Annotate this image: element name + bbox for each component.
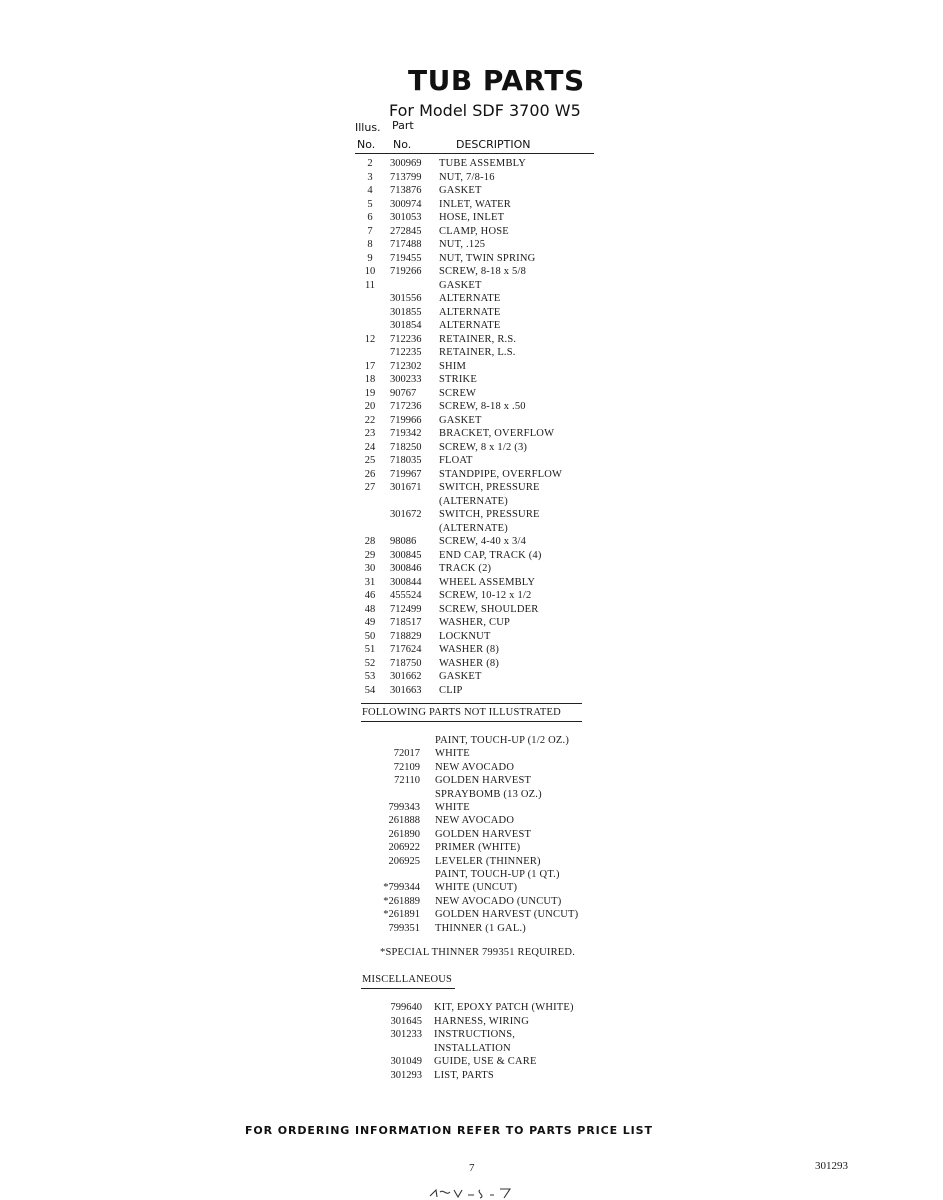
part-number: 98086 (390, 536, 417, 547)
part-number: 712236 (390, 333, 422, 345)
part-number: 718517 (390, 617, 422, 628)
part-description: GUIDE, USE & CARE (434, 1056, 537, 1067)
list-item (0, 1028, 943, 1042)
part-number: 718829 (390, 630, 422, 642)
illus-number: 18 (364, 374, 376, 385)
part-description: WHITE (UNCUT) (435, 882, 518, 894)
table-row (0, 157, 943, 171)
table-row (0, 508, 943, 522)
table-row (0, 468, 943, 482)
part-description: TRACK (2) (439, 563, 492, 574)
part-number: 455524 (390, 590, 422, 601)
part-number: 718250 (390, 441, 422, 453)
part-description: INSTRUCTIONS, (434, 1029, 516, 1040)
part-number: 301663 (390, 684, 422, 696)
list-item (0, 774, 943, 788)
special-note: *SPECIAL THINNER 799351 REQUIRED. (380, 947, 576, 958)
part-description: INLET, WATER (439, 198, 511, 210)
part-number: 717488 (390, 239, 422, 250)
illus-number: 48 (364, 603, 376, 615)
part-number: 90767 (390, 387, 417, 399)
part-number: 72109 (393, 761, 420, 773)
part-description: GASKET (439, 279, 482, 291)
part-number: 719455 (390, 252, 422, 264)
part-description: PAINT, TOUCH-UP (1/2 OZ.) (435, 735, 570, 746)
table-row (0, 198, 943, 212)
part-description: PAINT, TOUCH-UP (1 QT.) (435, 869, 560, 880)
part-number: 300844 (390, 576, 422, 588)
list-item (0, 1001, 943, 1015)
list-item (0, 788, 943, 802)
illus-number: 46 (364, 590, 376, 601)
list-item (0, 734, 943, 748)
header-illus-top: Illus. (355, 121, 381, 134)
part-description: SCREW, 8-18 x .50 (439, 401, 526, 412)
part-number: 301662 (390, 671, 422, 682)
illus-number: 3 (367, 171, 373, 183)
part-number: 301293 (390, 1069, 422, 1081)
part-number: 300846 (390, 563, 422, 574)
part-description: SCREW, 10-12 x 1/2 (439, 590, 532, 601)
part-number: 799343 (388, 802, 420, 813)
part-description: WHITE (435, 802, 470, 813)
part-number: 719266 (390, 266, 422, 277)
table-row (0, 387, 943, 401)
part-description: SHIM (439, 360, 467, 372)
table-row (0, 562, 943, 576)
list-item (0, 814, 943, 828)
illus-number: 17 (364, 360, 376, 372)
list-item (0, 801, 943, 815)
illus-number: 20 (364, 401, 376, 412)
part-number: 301854 (390, 320, 422, 331)
page-title: TUB PARTS (408, 64, 585, 97)
table-row (0, 319, 943, 333)
part-number: *261891 (383, 909, 420, 921)
part-number: *261889 (383, 895, 420, 907)
illus-number: 6 (367, 212, 373, 223)
illus-number: 19 (364, 387, 376, 399)
table-row (0, 427, 943, 441)
illus-number: 24 (364, 441, 376, 453)
list-item (0, 881, 943, 895)
part-description: WASHER, CUP (439, 617, 511, 628)
part-number: 206922 (388, 842, 420, 854)
illus-number: 12 (364, 333, 376, 345)
part-number: 301053 (390, 212, 422, 223)
ordering-footer: FOR ORDERING INFORMATION REFER TO PARTS PRICE LIST (245, 1124, 653, 1137)
illus-number: 2 (367, 158, 373, 169)
part-number: 717624 (390, 644, 422, 655)
part-number: 719342 (390, 428, 422, 439)
table-row (0, 238, 943, 252)
part-description: NUT, TWIN SPRING (439, 252, 536, 264)
list-item (0, 828, 943, 842)
part-description: GOLDEN HARVEST (435, 775, 532, 787)
part-description: SWITCH, PRESSURE (439, 509, 540, 520)
illus-number: 54 (364, 684, 376, 696)
illus-number: 8 (367, 239, 373, 250)
illus-number: 29 (364, 549, 376, 561)
illus-number: 9 (367, 252, 373, 264)
part-description: HOSE, INLET (439, 212, 505, 223)
table-row (0, 549, 943, 563)
part-description: LEVELER (THINNER) (435, 855, 541, 867)
part-number: 799351 (388, 922, 420, 934)
illus-number: 31 (364, 576, 376, 588)
table-row (0, 670, 943, 684)
list-item (0, 747, 943, 761)
part-description: NUT, .125 (439, 239, 486, 250)
illus-number: 28 (364, 536, 376, 547)
part-description: THINNER (1 GAL.) (435, 922, 526, 934)
part-description: SCREW, 4-40 x 3/4 (439, 536, 527, 547)
part-number: 713799 (390, 171, 422, 183)
part-description: LOCKNUT (439, 630, 491, 642)
table-row (0, 279, 943, 293)
part-number: 261888 (388, 815, 420, 827)
table-row (0, 265, 943, 279)
part-description: GASKET (439, 671, 482, 682)
illus-number: 23 (364, 428, 376, 439)
table-row (0, 522, 943, 536)
part-description: GOLDEN HARVEST (UNCUT) (435, 909, 579, 921)
list-item (0, 868, 943, 882)
part-number: 712499 (390, 603, 422, 615)
part-number: 272845 (390, 225, 422, 237)
table-row (0, 603, 943, 617)
not-illustrated-heading: FOLLOWING PARTS NOT ILLUSTRATED (362, 707, 561, 718)
header-description: DESCRIPTION (456, 138, 531, 151)
illus-number: 53 (364, 671, 376, 682)
part-number: 301672 (390, 509, 422, 520)
table-row (0, 400, 943, 414)
table-row (0, 252, 943, 266)
part-description: LIST, PARTS (434, 1069, 494, 1081)
part-number: 300233 (390, 374, 422, 385)
part-number: 717236 (390, 401, 422, 412)
part-description: GASKET (439, 185, 482, 196)
illus-number: 10 (364, 266, 376, 277)
part-description: END CAP, TRACK (4) (439, 549, 542, 561)
table-row (0, 171, 943, 185)
part-description: CLAMP, HOSE (439, 225, 509, 237)
illus-number: 30 (364, 563, 376, 574)
part-description: ALTERNATE (439, 293, 501, 304)
handwritten-note-mark (428, 1186, 518, 1200)
part-description: (ALTERNATE) (439, 522, 508, 534)
table-row (0, 360, 943, 374)
part-description: GOLDEN HARVEST (435, 828, 532, 840)
table-row (0, 684, 943, 698)
part-number: 301645 (390, 1015, 422, 1027)
not-illustrated-rule-top (361, 703, 582, 704)
illus-number: 11 (364, 279, 376, 291)
header-rule (355, 153, 594, 154)
part-description: SCREW, 8-18 x 5/8 (439, 266, 527, 277)
part-description: NEW AVOCADO (UNCUT) (435, 895, 562, 907)
list-item (0, 1055, 943, 1069)
part-description: NEW AVOCADO (435, 815, 515, 827)
part-description: CLIP (439, 684, 463, 696)
part-number: 799640 (390, 1002, 422, 1013)
part-number: 301049 (390, 1056, 422, 1067)
part-description: BRACKET, OVERFLOW (439, 428, 555, 439)
part-description: STANDPIPE, OVERFLOW (439, 468, 563, 480)
part-description: STRIKE (439, 374, 477, 385)
list-item (0, 1042, 943, 1056)
part-description: ALTERNATE (439, 306, 501, 318)
part-number: 719966 (390, 414, 422, 426)
header-illus-no: No. (357, 138, 376, 151)
part-number: 719967 (390, 468, 422, 480)
illus-number: 22 (364, 414, 376, 426)
list-item (0, 855, 943, 869)
illus-number: 52 (364, 657, 376, 669)
model-subtitle: For Model SDF 3700 W5 (389, 101, 581, 120)
table-row (0, 576, 943, 590)
part-description: HARNESS, WIRING (434, 1015, 529, 1027)
table-row (0, 616, 943, 630)
part-description: KIT, EPOXY PATCH (WHITE) (434, 1002, 574, 1013)
table-row (0, 414, 943, 428)
part-description: WASHER (8) (439, 657, 500, 669)
part-description: SCREW, 8 x 1/2 (3) (439, 441, 528, 453)
list-item (0, 1069, 943, 1083)
part-number: 261890 (388, 828, 420, 840)
list-item (0, 908, 943, 922)
page-number: 7 (469, 1162, 475, 1174)
part-number: 300969 (390, 158, 422, 169)
table-row (0, 184, 943, 198)
misc-heading: MISCELLANEOUS (362, 974, 453, 985)
list-item (0, 841, 943, 855)
illus-number: 7 (367, 225, 373, 237)
misc-rule (361, 988, 455, 989)
part-number: 301671 (390, 482, 422, 493)
part-description: FLOAT (439, 455, 473, 466)
part-description: INSTALLATION (434, 1042, 511, 1054)
part-number: 718750 (390, 657, 422, 669)
table-row (0, 535, 943, 549)
part-description: TUBE ASSEMBLY (439, 158, 527, 169)
part-description: RETAINER, R.S. (439, 333, 517, 345)
part-number: 301556 (390, 293, 422, 304)
table-row (0, 333, 943, 347)
table-row (0, 441, 943, 455)
table-row (0, 225, 943, 239)
part-number: 300974 (390, 198, 422, 210)
illus-number: 49 (364, 617, 376, 628)
part-number: 712235 (390, 347, 422, 358)
table-row (0, 292, 943, 306)
part-description: WHEEL ASSEMBLY (439, 576, 536, 588)
illus-number: 25 (364, 455, 376, 466)
part-number: *799344 (383, 882, 420, 894)
table-row (0, 630, 943, 644)
part-number: 712302 (390, 360, 422, 372)
part-description: RETAINER, L.S. (439, 347, 516, 358)
list-item (0, 761, 943, 775)
part-description: NEW AVOCADO (435, 761, 515, 773)
part-description: SWITCH, PRESSURE (439, 482, 540, 493)
table-row (0, 306, 943, 320)
list-item (0, 1015, 943, 1029)
part-description: WASHER (8) (439, 644, 500, 655)
illus-number: 26 (364, 468, 376, 480)
part-number: 301233 (390, 1029, 422, 1040)
table-row (0, 346, 943, 360)
not-illustrated-rule-bottom (361, 721, 582, 722)
illus-number: 50 (364, 630, 376, 642)
illus-number: 4 (367, 185, 373, 196)
part-description: WHITE (435, 748, 470, 760)
table-row (0, 373, 943, 387)
list-item (0, 922, 943, 936)
part-description: (ALTERNATE) (439, 495, 508, 507)
header-part-no: No. (393, 138, 412, 151)
part-description: PRIMER (WHITE) (435, 842, 521, 854)
header-part-top: Part (392, 119, 414, 132)
table-row (0, 643, 943, 657)
part-number: 206925 (388, 855, 420, 867)
part-description: GASKET (439, 414, 482, 426)
part-description: SPRAYBOMB (13 OZ.) (435, 788, 542, 800)
table-row (0, 454, 943, 468)
illus-number: 27 (364, 482, 376, 493)
list-item (0, 895, 943, 909)
part-description: ALTERNATE (439, 320, 501, 331)
document-number: 301293 (815, 1160, 848, 1172)
part-number: 718035 (390, 455, 422, 466)
illus-number: 51 (364, 644, 376, 655)
table-row (0, 481, 943, 495)
part-description: SCREW (439, 387, 477, 399)
illus-number: 5 (367, 198, 373, 210)
part-number: 72017 (393, 748, 420, 760)
part-number: 300845 (390, 549, 422, 561)
part-number: 301855 (390, 306, 422, 318)
part-description: SCREW, SHOULDER (439, 603, 539, 615)
table-row (0, 211, 943, 225)
part-description: NUT, 7/8-16 (439, 171, 495, 183)
table-row (0, 589, 943, 603)
part-number: 72110 (394, 775, 420, 787)
table-row (0, 657, 943, 671)
part-number: 713876 (390, 185, 422, 196)
table-row (0, 495, 943, 509)
